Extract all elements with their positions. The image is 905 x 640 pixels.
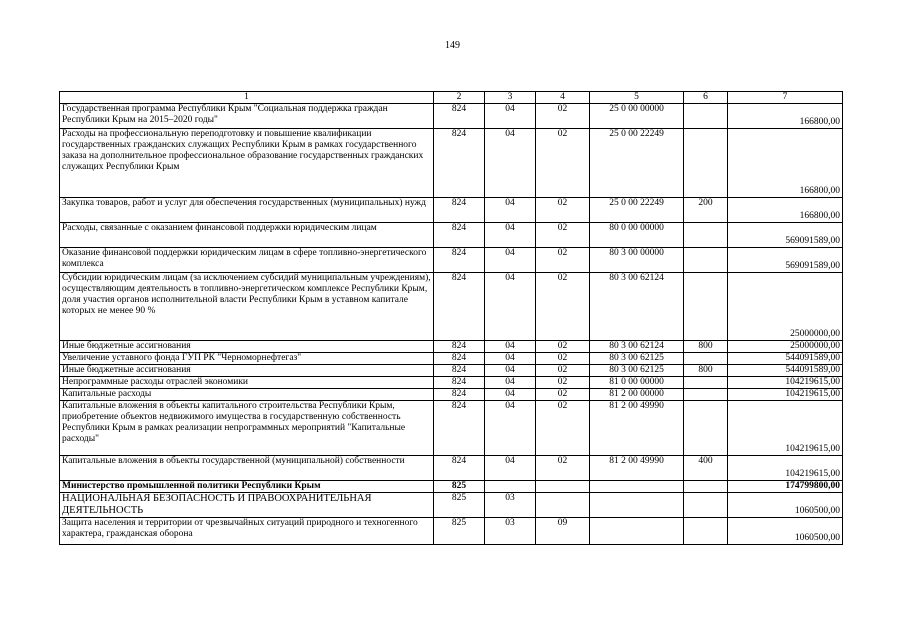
row-amount-cell: 104219615,00 [728, 456, 843, 481]
table-row [60, 248, 843, 273]
budget-table [59, 91, 843, 545]
row-amount-cell: 544091589,00 [728, 365, 843, 377]
row-code-cell: 824 [434, 365, 485, 377]
row-amount-cell: 104219615,00 [728, 401, 843, 456]
row-amount-cell: 166800,00 [728, 129, 843, 198]
row-code-cell: 824 [434, 341, 485, 353]
row-name-cell: НАЦИОНАЛЬНАЯ БЕЗОПАСНОСТЬ И ПРАВООХРАНИТЕЛЬНАЯ ДЕЯТЕЛЬНОСТЬ [60, 493, 434, 518]
row-expense-type-cell [684, 377, 728, 389]
row-subsection-cell: 02 [536, 104, 590, 129]
row-name-cell: Увеличение уставного фонда ГУП РК "Черноморнефтегаз" [60, 353, 434, 365]
row-code-cell: 824 [434, 223, 485, 248]
row-article-cell: 80 3 00 00000 [590, 248, 684, 273]
row-expense-type-cell [684, 481, 728, 493]
column-number: 6 [684, 92, 728, 104]
row-article-cell [590, 493, 684, 518]
row-subsection-cell: 02 [536, 273, 590, 341]
column-number: 4 [536, 92, 590, 104]
table-row [60, 518, 843, 545]
row-code-cell: 824 [434, 377, 485, 389]
row-name-cell: Капитальные расходы [60, 389, 434, 401]
row-code-cell: 824 [434, 456, 485, 481]
row-expense-type-cell [684, 273, 728, 341]
row-name-cell: Капитальные вложения в объекты капитального строительства Республики Крым, приобретение объектов недвижимого имущества в государственную собственность Республики Крым в рамках реализации непрограммных мероприятий "Капитальные расходы" [60, 401, 434, 456]
row-subsection-cell: 02 [536, 198, 590, 223]
table-row [60, 365, 843, 377]
row-expense-type-cell [684, 129, 728, 198]
column-number: 2 [434, 92, 485, 104]
table-row [60, 273, 843, 341]
row-name-cell: Иные бюджетные ассигнования [60, 365, 434, 377]
row-code-cell: 824 [434, 273, 485, 341]
table-row [60, 493, 843, 518]
row-expense-type-cell: 800 [684, 341, 728, 353]
row-subsection-cell [536, 493, 590, 518]
row-section-cell: 04 [485, 365, 536, 377]
row-article-cell [590, 518, 684, 545]
row-name-cell: Защита населения и территории от чрезвычайных ситуаций природного и техногенного характера, гражданская оборона [60, 518, 434, 545]
row-article-cell: 80 0 00 00000 [590, 223, 684, 248]
row-name-cell: Расходы, связанные с оказанием финансовой поддержки юридическим лицам [60, 223, 434, 248]
row-article-cell: 80 3 00 62124 [590, 273, 684, 341]
row-section-cell: 04 [485, 273, 536, 341]
row-section-cell: 04 [485, 129, 536, 198]
row-article-cell: 25 0 00 00000 [590, 104, 684, 129]
row-section-cell: 04 [485, 377, 536, 389]
row-amount-cell: 569091589,00 [728, 248, 843, 273]
row-expense-type-cell [684, 104, 728, 129]
column-number: 5 [590, 92, 684, 104]
row-subsection-cell [536, 481, 590, 493]
row-article-cell: 80 3 00 62124 [590, 341, 684, 353]
row-subsection-cell: 02 [536, 377, 590, 389]
row-subsection-cell: 02 [536, 223, 590, 248]
row-section-cell: 04 [485, 456, 536, 481]
row-expense-type-cell [684, 401, 728, 456]
row-code-cell: 824 [434, 248, 485, 273]
table-row [60, 104, 843, 129]
row-article-cell: 25 0 00 22249 [590, 129, 684, 198]
row-subsection-cell: 09 [536, 518, 590, 545]
row-code-cell: 824 [434, 389, 485, 401]
row-name-cell: Министерство промышленной политики Республики Крым [60, 481, 434, 493]
row-name-cell: Непрограммные расходы отраслей экономики [60, 377, 434, 389]
table-row [60, 377, 843, 389]
row-section-cell: 04 [485, 401, 536, 456]
table-row [60, 401, 843, 456]
table-row [60, 481, 843, 493]
row-name-cell: Иные бюджетные ассигнования [60, 341, 434, 353]
row-section-cell: 04 [485, 223, 536, 248]
row-amount-cell: 174799800,00 [728, 481, 843, 493]
row-article-cell: 25 0 00 22249 [590, 198, 684, 223]
row-article-cell: 80 3 00 62125 [590, 353, 684, 365]
row-subsection-cell: 02 [536, 341, 590, 353]
row-code-cell: 825 [434, 518, 485, 545]
row-code-cell: 825 [434, 481, 485, 493]
row-section-cell [485, 481, 536, 493]
row-expense-type-cell [684, 518, 728, 545]
row-expense-type-cell [684, 389, 728, 401]
row-subsection-cell: 02 [536, 456, 590, 481]
row-expense-type-cell [684, 493, 728, 518]
row-name-cell: Субсидии юридическим лицам (за исключением субсидий муниципальным учреждениям), осуществляющим деятельность в топливно-энергетическом комплексе Республики Крым, доля участия органов исполнительной власти Республики Крым в уставном капитале которых не менее 90 % [60, 273, 434, 341]
table-row [60, 456, 843, 481]
row-section-cell: 04 [485, 341, 536, 353]
column-number-row [60, 92, 843, 104]
row-expense-type-cell [684, 353, 728, 365]
row-amount-cell: 25000000,00 [728, 341, 843, 353]
table-row [60, 389, 843, 401]
row-name-cell: Закупка товаров, работ и услуг для обеспечения государственных (муниципальных) нужд [60, 198, 434, 223]
row-amount-cell: 166800,00 [728, 198, 843, 223]
row-section-cell: 03 [485, 493, 536, 518]
row-amount-cell: 1060500,00 [728, 493, 843, 518]
row-amount-cell: 569091589,00 [728, 223, 843, 248]
table-row [60, 198, 843, 223]
table-row [60, 341, 843, 353]
row-section-cell: 03 [485, 518, 536, 545]
row-expense-type-cell: 400 [684, 456, 728, 481]
row-expense-type-cell [684, 223, 728, 248]
row-subsection-cell: 02 [536, 365, 590, 377]
row-section-cell: 04 [485, 353, 536, 365]
table-row [60, 223, 843, 248]
row-subsection-cell: 02 [536, 248, 590, 273]
page-number: 149 [445, 40, 460, 51]
row-article-cell: 81 0 00 00000 [590, 377, 684, 389]
row-article-cell: 81 2 00 49990 [590, 401, 684, 456]
row-article-cell: 80 3 00 62125 [590, 365, 684, 377]
row-section-cell: 04 [485, 198, 536, 223]
row-expense-type-cell: 800 [684, 365, 728, 377]
row-article-cell: 81 2 00 00000 [590, 389, 684, 401]
column-number: 1 [60, 92, 434, 104]
row-amount-cell: 104219615,00 [728, 389, 843, 401]
row-subsection-cell: 02 [536, 129, 590, 198]
row-amount-cell: 544091589,00 [728, 353, 843, 365]
row-section-cell: 04 [485, 389, 536, 401]
row-subsection-cell: 02 [536, 389, 590, 401]
row-amount-cell: 104219615,00 [728, 377, 843, 389]
column-number: 3 [485, 92, 536, 104]
row-amount-cell: 1060500,00 [728, 518, 843, 545]
row-name-cell: Капитальные вложения в объекты государственной (муниципальной) собственности [60, 456, 434, 481]
table-row [60, 129, 843, 198]
row-amount-cell: 166800,00 [728, 104, 843, 129]
row-section-cell: 04 [485, 104, 536, 129]
row-expense-type-cell [684, 248, 728, 273]
row-subsection-cell: 02 [536, 353, 590, 365]
row-code-cell: 824 [434, 198, 485, 223]
column-number: 7 [728, 92, 843, 104]
table-row [60, 353, 843, 365]
row-code-cell: 824 [434, 104, 485, 129]
row-code-cell: 824 [434, 353, 485, 365]
row-article-cell: 81 2 00 49990 [590, 456, 684, 481]
row-expense-type-cell: 200 [684, 198, 728, 223]
row-code-cell: 825 [434, 493, 485, 518]
row-name-cell: Государственная программа Республики Крым "Социальная поддержка граждан Республики Крым на 2015–2020 годы" [60, 104, 434, 129]
row-code-cell: 824 [434, 129, 485, 198]
row-code-cell: 824 [434, 401, 485, 456]
row-section-cell: 04 [485, 248, 536, 273]
row-name-cell: Расходы на профессиональную переподготовку и повышение квалификации государственных гражданских служащих Республики Крым в рамках государственного заказа на дополнительное профессиональное образование государственных гражданских служащих Республики Крым [60, 129, 434, 198]
row-subsection-cell: 02 [536, 401, 590, 456]
row-name-cell: Оказание финансовой поддержки юридическим лицам в сфере топливно-энергетического комплекса [60, 248, 434, 273]
row-amount-cell: 25000000,00 [728, 273, 843, 341]
row-article-cell [590, 481, 684, 493]
